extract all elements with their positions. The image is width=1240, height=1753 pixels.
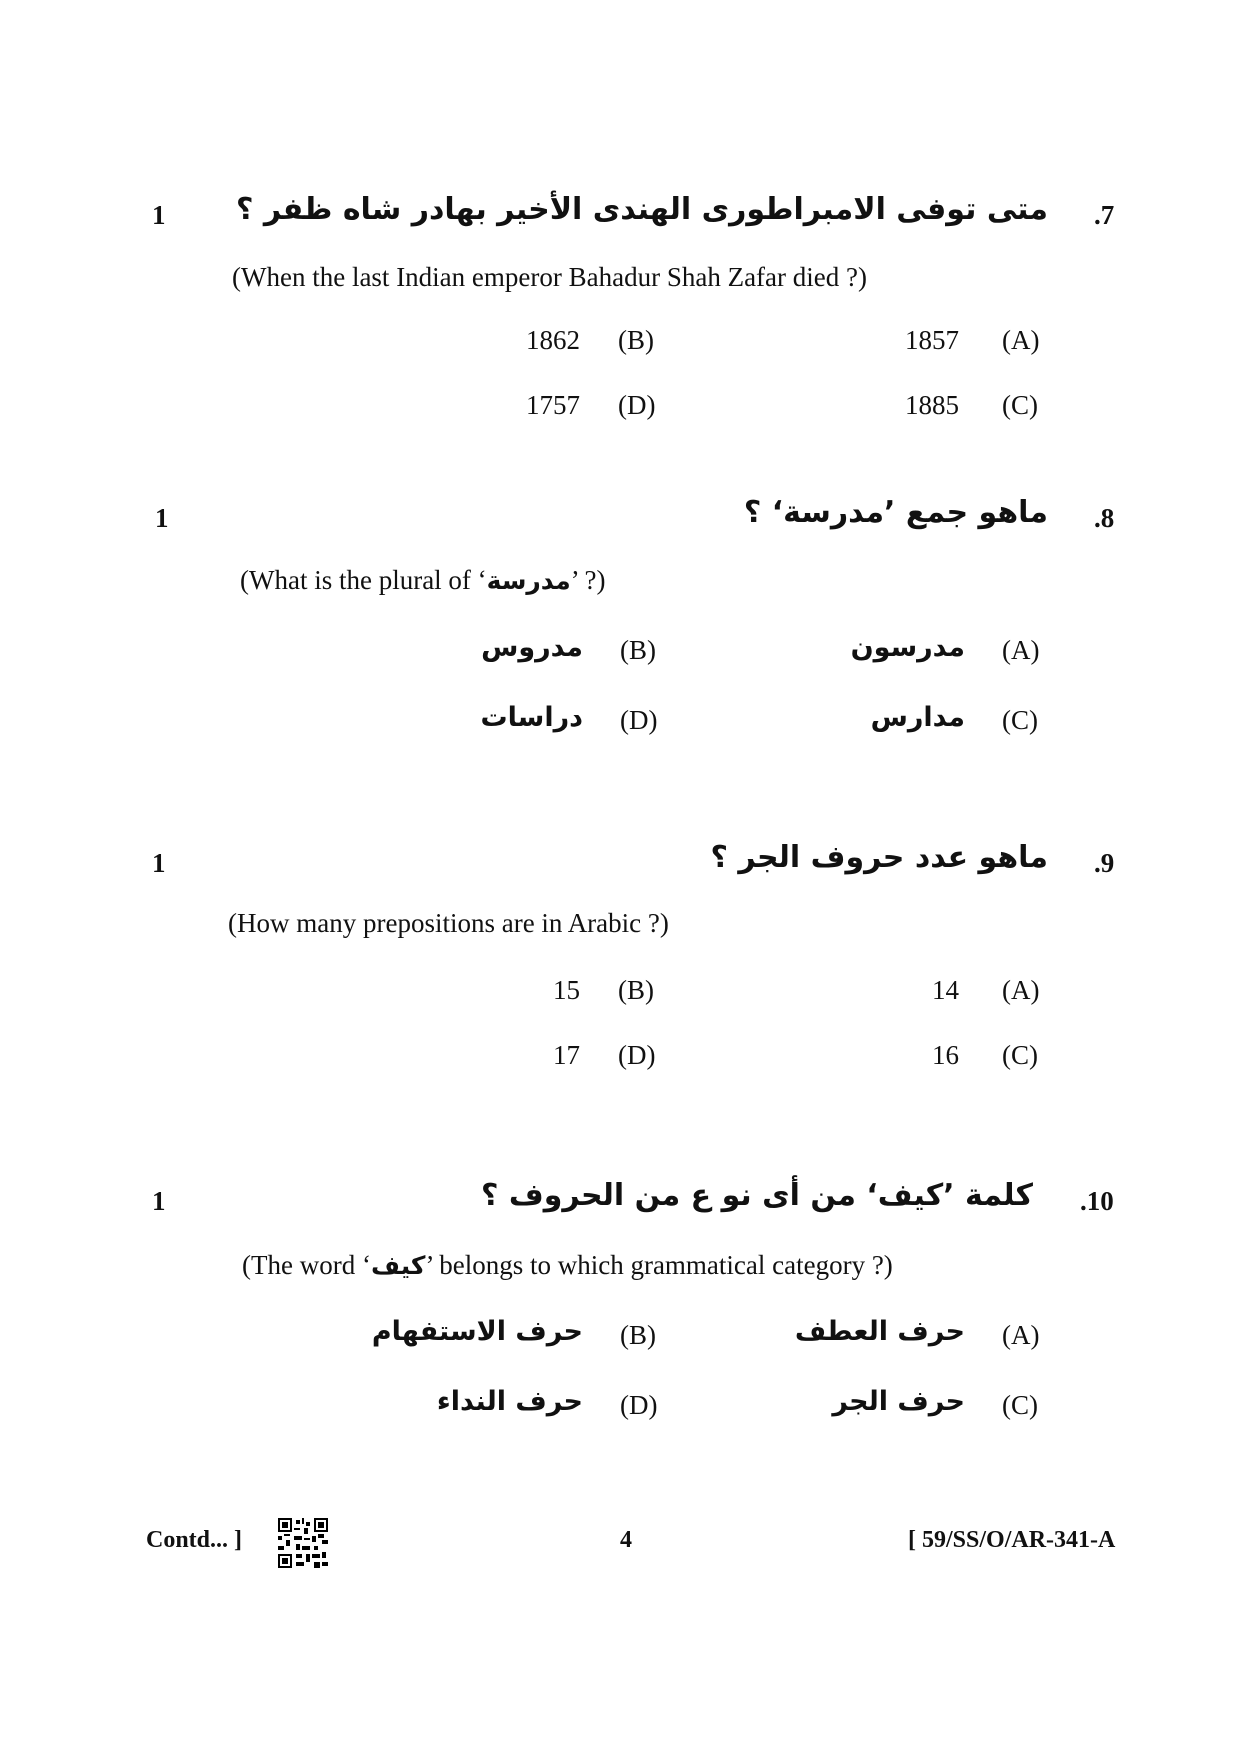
option-d-value: 17 [553,1040,580,1070]
question-9-english: (How many prepositions are in Arabic ?) [228,908,669,938]
marks-q8: 1 [155,503,169,533]
option-a-label: (A) [1002,325,1040,355]
question-7-number: .7 [1094,200,1115,230]
option-a-value: 14 [932,975,959,1005]
option-b-label: (B) [618,975,654,1005]
option-d-value: 1757 [526,390,580,420]
page-number: 4 [620,1527,632,1553]
option-d-value: حرف النداء [436,1386,583,1417]
option-a-value: 1857 [905,325,959,355]
option-a-label: (A) [1002,975,1040,1005]
option-c-value: 1885 [905,390,959,420]
marks-q10: 1 [152,1186,166,1216]
option-b-value: حرف الاستفهام [371,1316,583,1347]
option-b-value: 15 [553,975,580,1005]
marks-q7: 1 [152,200,166,230]
question-7-arabic: متى توفى الامبراطورى الهندى الأخير بهادر شاه ظفر ؟ [236,192,1048,227]
option-a-label: (A) [1002,1320,1040,1350]
option-d-value: دراسات [480,702,583,733]
question-8-arabic: ماهو جمع ’مدرسة‘ ؟ [743,495,1048,530]
option-b-label: (B) [618,325,654,355]
question-10-arabic: كلمة ’كيف‘ من أى نو ع من الحروف ؟ [481,1178,1033,1213]
question-9-number: .9 [1094,848,1115,878]
paper-code: [ 59/SS/O/AR-341-A [908,1527,1116,1553]
option-d-label: (D) [620,705,658,735]
question-10-number: .10 [1080,1186,1114,1216]
question-9-arabic: ماهو عدد حروف الجر ؟ [710,840,1048,875]
option-c-value: حرف الجر [832,1386,965,1417]
qr-code-icon [278,1518,328,1568]
option-a-value: حرف العطف [794,1316,965,1347]
contd-label: Contd... ] [146,1527,243,1553]
marks-q9: 1 [152,848,166,878]
option-c-label: (C) [1002,1390,1038,1420]
question-8-english: (What is the plural of ‘مدرسة’ ?) [240,565,606,595]
question-8-number: .8 [1094,503,1115,533]
option-d-label: (D) [618,390,656,420]
question-10-english: (The word ‘كيف’ belongs to which grammatical category ?) [242,1250,893,1280]
option-d-label: (D) [618,1040,656,1070]
option-b-value: 1862 [526,325,580,355]
option-b-value: مدروس [481,632,583,663]
option-b-label: (B) [620,635,656,665]
option-c-label: (C) [1002,705,1038,735]
option-c-value: مدارس [870,702,965,733]
option-a-label: (A) [1002,635,1040,665]
option-c-label: (C) [1002,390,1038,420]
option-c-value: 16 [932,1040,959,1070]
option-b-label: (B) [620,1320,656,1350]
option-c-label: (C) [1002,1040,1038,1070]
question-7-english: (When the last Indian emperor Bahadur Shah Zafar died ?) [232,262,867,292]
option-d-label: (D) [620,1390,658,1420]
option-a-value: مدرسون [850,632,965,663]
